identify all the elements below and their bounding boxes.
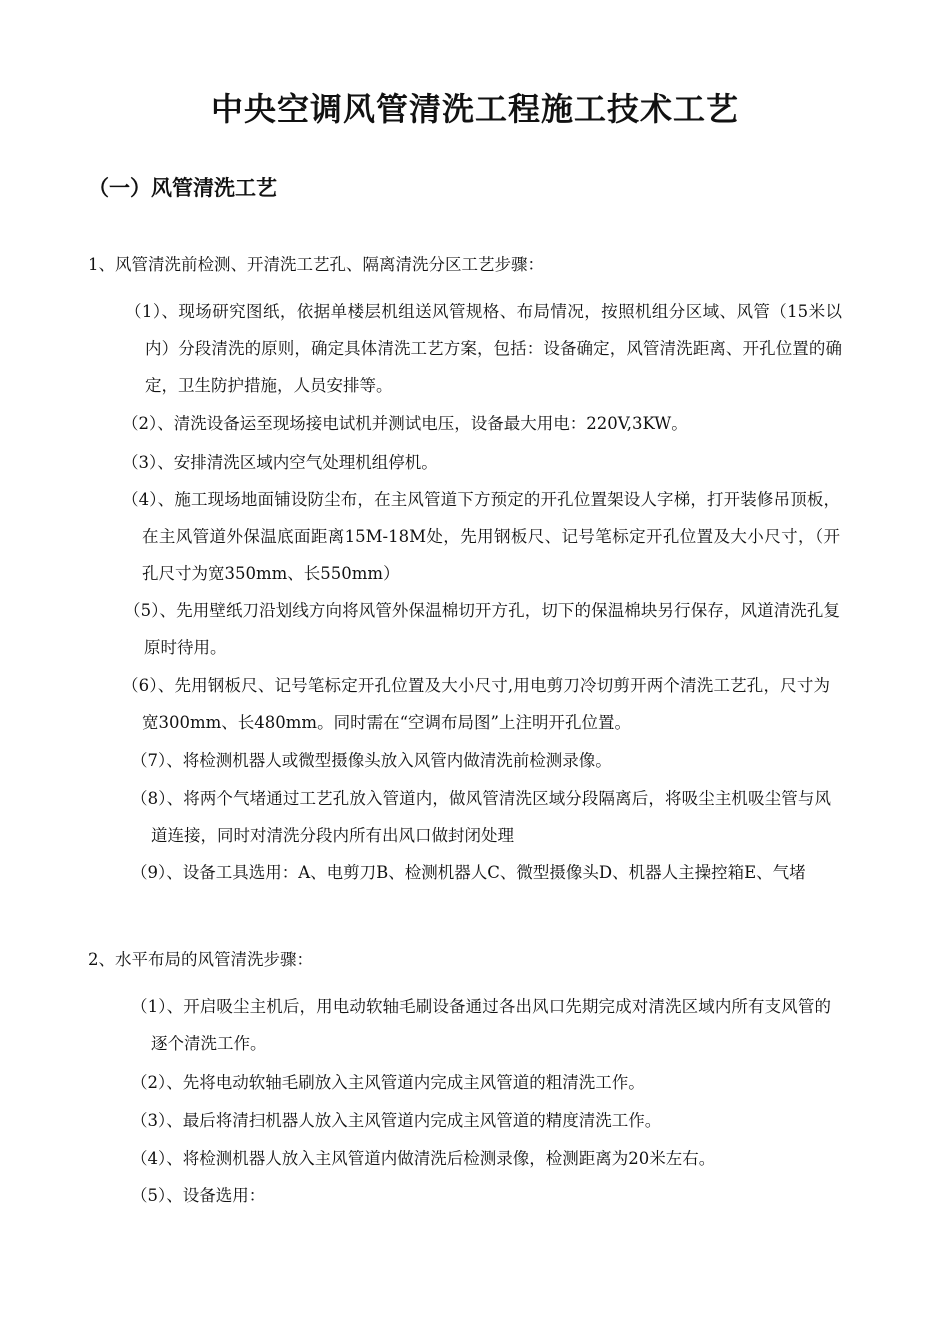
list-item-1-3 [122, 444, 837, 481]
section-heading: （一）风管清洗工艺 [88, 176, 277, 200]
list-item-text: （1）、现场研究图纸，依据单楼层机组送风管规格、布局情况，按照机组分区域、风管（15米以内）分段清洗的原则，确定具体清洗工艺方案，包括：设备确定，风管清洗距离、开孔位置的确定，卫生防护措施，人员安排等。 [125, 302, 842, 395]
list-item-2-5 [131, 1177, 846, 1214]
list-item-text: （6）、先用钢板尺、记号笔标定开孔位置及大小尺寸,用电剪刀冷切剪开两个清洗工艺孔，尺寸为宽300mm、长480mm。同时需在“空调布局图”上注明开孔位置。 [122, 676, 830, 732]
list-item-1-9 [131, 854, 843, 891]
list-item-text: （5）、先用壁纸刀沿划线方向将风管外保温棉切开方孔，切下的保温棉块另行保存，风道清洗孔复原时待用。 [124, 601, 840, 657]
list-item-text: （4）、施工现场地面铺设防尘布，在主风管道下方预定的开孔位置架设人字梯，打开装修吊顶板，在主风管道外保温底面距离15M-18M处，先用钢板尺、记号笔标定开孔位置及大小尺寸，（开孔尺寸为宽350mm、长550mm） [122, 490, 840, 583]
list-item-2-3 [131, 1102, 846, 1139]
subsection-heading-2: 2、水平布局的风管清洗步骤： [88, 950, 313, 969]
list-item-text: （5）、设备选用： [131, 1186, 266, 1205]
list-item-2-1 [131, 988, 831, 1062]
list-item-text: （1）、开启吸尘主机后，用电动软轴毛刷设备通过各出风口先期完成对清洗区域内所有支风管的逐个清洗工作。 [131, 997, 831, 1053]
document-title: 中央空调风管清洗工程施工技术工艺 [210, 90, 739, 128]
list-item-1-8 [131, 780, 831, 854]
list-item-text: （4）、将检测机器人放入主风管道内做清洗后检测录像，检测距离为20米左右。 [131, 1149, 716, 1168]
list-item-text: （3）、最后将清扫机器人放入主风管道内完成主风管道的精度清洗工作。 [131, 1111, 662, 1130]
list-item-text: （7）、将检测机器人或微型摄像头放入风管内做清洗前检测录像。 [131, 751, 612, 770]
list-item-2-2 [131, 1064, 846, 1101]
list-item-text: （2）、先将电动软轴毛刷放入主风管道内完成主风管道的粗清洗工作。 [131, 1073, 645, 1092]
list-item-text: （3）、安排清洗区域内空气处理机组停机。 [122, 453, 438, 472]
list-item-text: （2）、清洗设备运至现场接电试机并测试电压，设备最大用电：220V,3KW。 [122, 414, 688, 433]
list-item-1-5 [124, 592, 840, 666]
subsection-heading-1: 1、风管清洗前检测、开清洗工艺孔、隔离清洗分区工艺步骤： [88, 255, 544, 274]
list-item-text: （9）、设备工具选用：A、电剪刀B、检测机器人C、微型摄像头D、机器人主操控箱E、气堵 [131, 863, 806, 882]
list-item-1-7 [131, 742, 846, 779]
list-item-1-1 [125, 293, 842, 404]
list-item-2-4 [131, 1140, 843, 1177]
list-item-1-6 [122, 667, 830, 741]
list-item-text: （8）、将两个气堵通过工艺孔放入管道内，做风管清洗区域分段隔离后，将吸尘主机吸尘管与风道连接，同时对清洗分段内所有出风口做封闭处理 [131, 789, 831, 845]
list-item-1-2 [122, 405, 837, 442]
list-item-1-4 [122, 481, 840, 592]
